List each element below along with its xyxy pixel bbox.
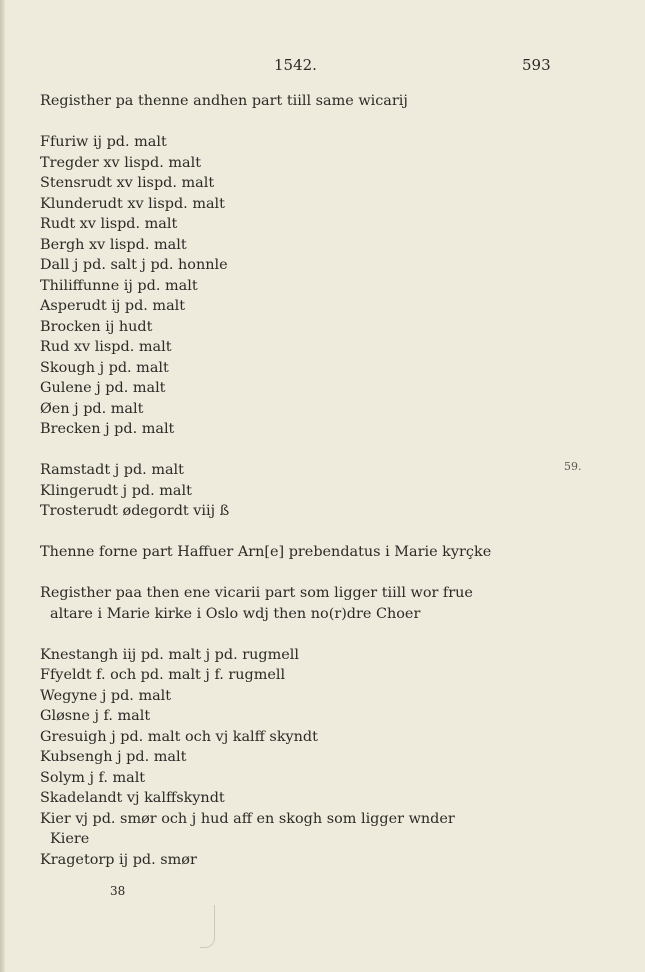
text-line: Thiliffunne ij pd. malt <box>40 277 198 294</box>
text-line: Brocken ij hudt <box>40 318 153 335</box>
text-line: Rud xv lispd. malt <box>40 339 172 355</box>
page-header <box>0 56 645 78</box>
paragraph-gap <box>40 624 580 645</box>
text-line: Ramstadt j pd. malt <box>40 462 184 478</box>
text-line: Registher paa then ene vicarii part som ligger tiill wor frue <box>40 585 473 601</box>
text-line: Skough j pd. malt <box>40 359 169 376</box>
paragraph-gap <box>40 522 580 543</box>
text-line: Brecken j pd. malt <box>40 421 175 437</box>
signature-mark: 38 <box>110 884 126 898</box>
text-line: Bergh xv lispd. malt <box>40 236 187 253</box>
text-line: Tregder xv lispd. malt <box>40 154 201 171</box>
header-page-number: 593 <box>522 56 551 74</box>
text-line: Klunderudt xv lispd. malt <box>40 195 225 212</box>
paragraph-gap <box>40 112 580 133</box>
text-line: Trosterudt ødegordt viij ß <box>40 503 230 519</box>
text-line: Kragetorp ij pd. smør <box>40 851 197 868</box>
text-line: Stensrudt xv lispd. malt <box>40 175 215 191</box>
text-line: Gulene j pd. malt <box>40 380 166 396</box>
paragraph-gap <box>40 563 580 584</box>
text-line: Asperudt ij pd. malt <box>40 298 186 314</box>
text-line: Registher pa thenne andhen part tiill same wicarij <box>40 93 408 109</box>
text-line: Gresuigh j pd. malt och vj kalff skyndt <box>40 728 318 745</box>
page-binding-edge <box>0 0 5 972</box>
text-line: Kier vj pd. smør och j hud aff en skogh som ligger wnder <box>40 810 455 827</box>
text-line: Rudt xv lispd. malt <box>40 216 178 232</box>
text-line: Wegyne j pd. malt <box>40 687 172 704</box>
page-corner-mark <box>200 905 215 948</box>
text-line: Thenne forne part Haffuer Arn[e] prebendatus i Marie kyrçke <box>40 544 492 560</box>
text-line: Dall j pd. salt j pd. honnle <box>40 257 228 273</box>
text-line: Ffuriw ij pd. malt <box>40 134 167 150</box>
margin-note: 59. <box>564 460 582 473</box>
text-line: Solym j f. malt <box>40 769 146 786</box>
header-year: 1542. <box>274 56 317 74</box>
text-line: Skadelandt vj kalffskyndt <box>40 790 225 806</box>
paragraph-gap <box>40 440 580 461</box>
document-body <box>40 91 580 870</box>
text-line: Ffyeldt f. och pd. malt j f. rugmell <box>40 667 286 683</box>
text-line: Knestangh iij pd. malt j pd. rugmell <box>40 646 299 663</box>
text-line: Øen j pd. malt <box>40 400 144 417</box>
text-line: Gløsne j f. malt <box>40 708 151 724</box>
text-line: Kubsengh j pd. malt <box>40 749 187 765</box>
text-line: altare i Marie kirke i Oslo wdj then no(r)dre Choer <box>50 605 421 622</box>
text-line: Klingerudt j pd. malt <box>40 482 192 499</box>
text-line: Kiere <box>50 831 90 847</box>
